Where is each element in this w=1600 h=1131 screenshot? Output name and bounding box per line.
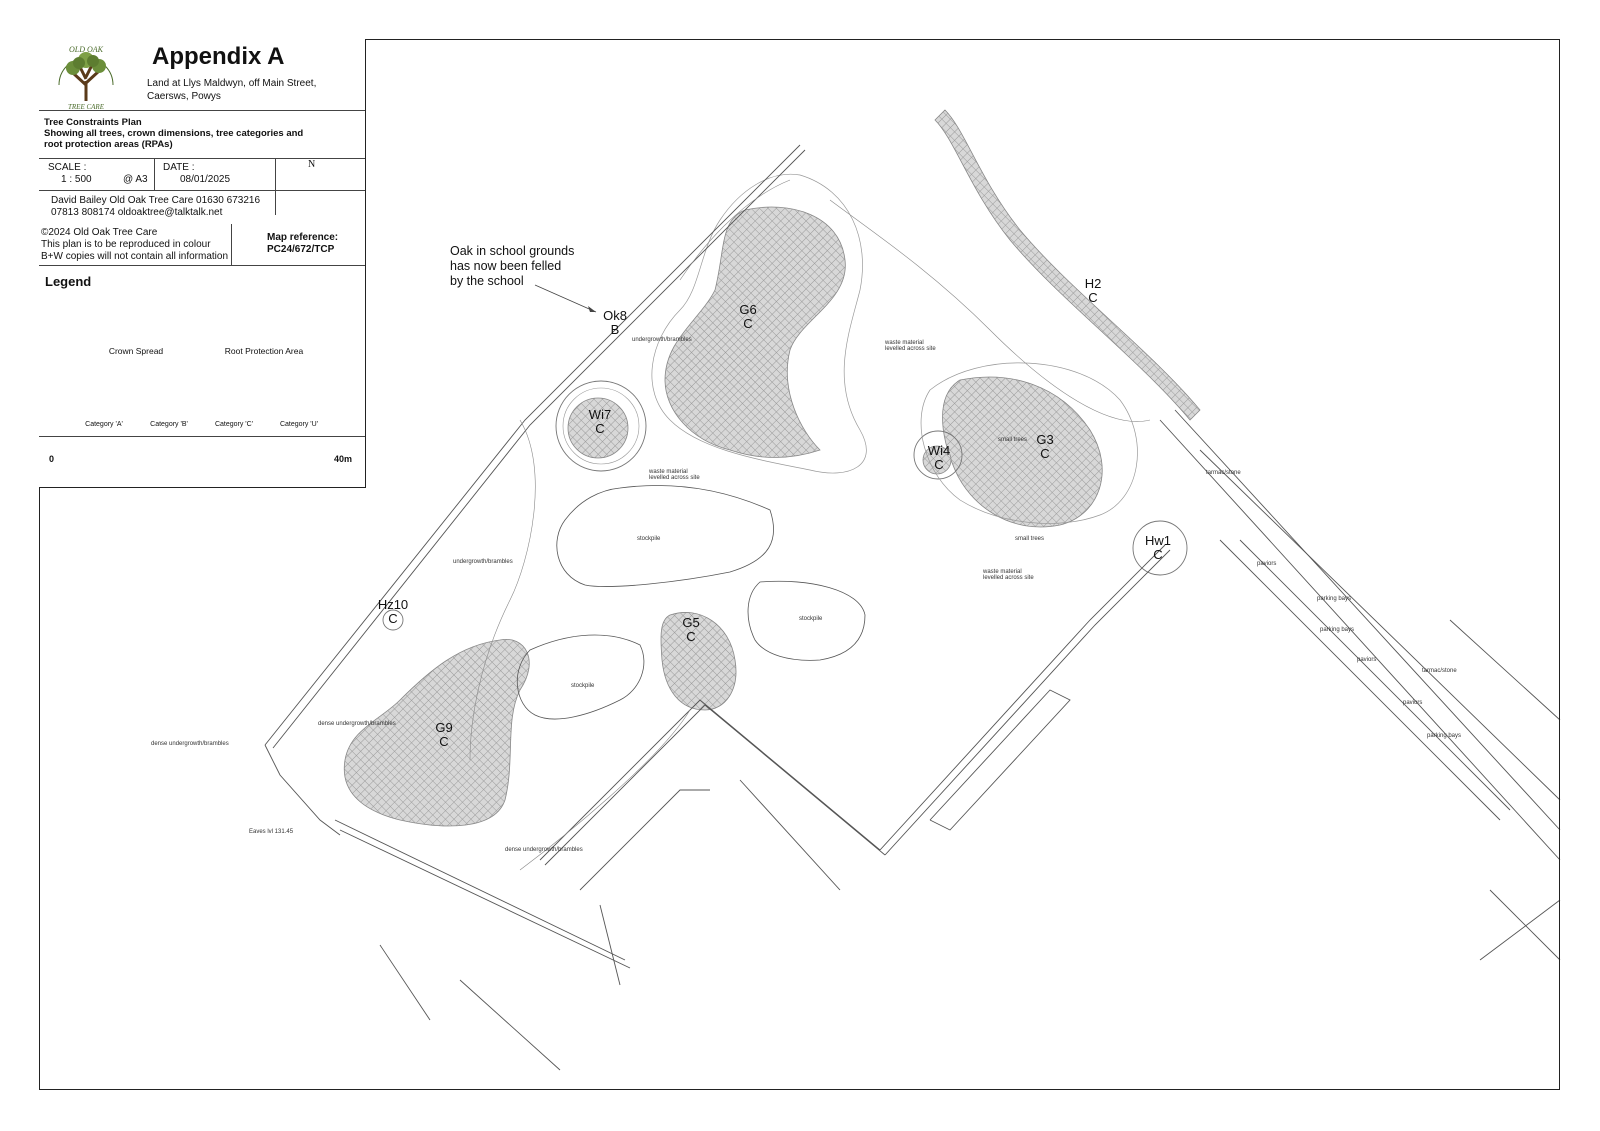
- tree-label-g5: G5 C: [682, 615, 700, 644]
- legend-cat-a-label: Category 'A': [85, 421, 123, 428]
- tree-label-g3: G3 C: [1036, 432, 1054, 461]
- note-tarmac-2: tarmac/stone: [1422, 668, 1457, 674]
- note-paviors-1: paviors: [1257, 561, 1277, 567]
- scale-end-label: 40m: [334, 454, 353, 464]
- tree-label-h2: H2 C: [1084, 276, 1102, 305]
- address-line-1: Land at Llys Maldwyn, off Main Street,: [147, 78, 317, 89]
- sheet-size: @ A3: [123, 174, 148, 185]
- note-undergrowth-2: undergrowth/brambles: [453, 559, 513, 565]
- note-line-2: has now been felled: [450, 259, 562, 273]
- plan-desc-line-2: Showing all trees, crown dimensions, tree categories and: [44, 128, 304, 139]
- note-stockpile-1: stockpile: [637, 536, 661, 542]
- plan-description-row: [39, 111, 365, 159]
- tree-label-hw1: Hw1 C: [1144, 533, 1171, 562]
- map-reference-value: PC24/672/TCP: [267, 244, 335, 255]
- address-line-2: Caersws, Powys: [147, 91, 221, 102]
- tree-label-g9: G9 C: [435, 720, 453, 749]
- note-eaves-1: Eaves lvl 131.45: [249, 829, 294, 835]
- note-paviors-2: paviors: [1357, 657, 1377, 663]
- note-waste-2: waste material: [983, 569, 1022, 575]
- note-levelled-2: levelled across site: [983, 575, 1034, 581]
- author-row: [39, 191, 275, 225]
- note-parking-2: parking bays: [1320, 627, 1355, 633]
- copyright-row: [39, 224, 365, 266]
- page-title: Appendix A: [152, 43, 285, 70]
- tree-label-g6: G6 C: [739, 302, 757, 331]
- note-levelled-1: levelled across site: [649, 475, 700, 481]
- note-dense-undergrowth-1: dense undergrowth/brambles: [151, 741, 229, 747]
- note-parking-3: parking bays: [1427, 733, 1462, 739]
- felled-oak-note: [450, 244, 574, 289]
- tree-label-wi7: Wi7 C: [588, 407, 612, 436]
- copyright-line-3: B+W copies will not contain all information: [41, 251, 229, 262]
- note-undergrowth-1: undergrowth/brambles: [632, 337, 692, 343]
- plan-desc-line-1: Tree Constraints Plan: [44, 117, 142, 128]
- legend-cat-b-label: Category 'B': [150, 421, 188, 428]
- note-stockpile-3: stockpile: [799, 616, 823, 622]
- tree-label-ok8: Ok8 B: [603, 308, 627, 337]
- note-small-trees-1: small trees: [998, 437, 1028, 443]
- legend-title: Legend: [45, 274, 92, 289]
- svg-text:OLD OAK: OLD OAK: [68, 45, 104, 54]
- copyright-line-1: ©2024 Old Oak Tree Care: [41, 227, 158, 238]
- note-stockpile-2: stockpile: [571, 683, 595, 689]
- note-parking-1: parking bays: [1317, 596, 1352, 602]
- scale-value: 1 : 500: [61, 174, 92, 185]
- title-block: [39, 39, 366, 488]
- note-dense-undergrowth-2: dense undergrowth/brambles: [318, 721, 396, 727]
- svg-text:TREE CARE: TREE CARE: [68, 103, 104, 111]
- legend-cat-c-label: Category 'C': [214, 421, 254, 428]
- map-reference-label: Map reference:: [267, 232, 339, 243]
- title-row: [39, 39, 365, 111]
- tree-label-hz10: Hz10 C: [377, 597, 409, 626]
- north-label: N: [308, 159, 316, 170]
- legend-cat-u-label: Category 'U': [279, 421, 319, 428]
- scale-start-label: 0: [49, 454, 55, 464]
- note-small-trees-2: small trees: [1015, 536, 1045, 542]
- note-tarmac-1: tarmac/stone: [1206, 470, 1241, 476]
- note-paviors-3: paviors: [1403, 700, 1423, 706]
- plan-desc-line-3: root protection areas (RPAs): [44, 139, 173, 150]
- note-line-3: by the school: [450, 274, 524, 288]
- note-levelled-3: levelled across site: [885, 346, 936, 352]
- author-line-2: 07813 808174 oldoaktree@talktalk.net: [51, 207, 223, 218]
- date-label: DATE :: [163, 162, 195, 173]
- scale-date-row: [39, 159, 365, 191]
- old-oak-logo: [49, 43, 123, 111]
- site-address: [147, 77, 357, 103]
- scale-label: SCALE :: [48, 162, 87, 173]
- date-value: 08/01/2025: [180, 174, 231, 185]
- legend-rpa-label: Root Protection Area: [224, 346, 304, 356]
- note-waste-3: waste material: [885, 340, 924, 346]
- legend-crown-label: Crown Spread: [108, 346, 164, 356]
- copyright-line-2: This plan is to be reproduced in colour: [41, 239, 211, 250]
- author-line-1: David Bailey Old Oak Tree Care 01630 673216: [51, 195, 261, 206]
- tree-label-wi4: Wi4 C: [927, 443, 951, 472]
- note-waste-1: waste material: [649, 469, 688, 475]
- note-line-1: Oak in school grounds: [450, 244, 575, 258]
- note-dense-undergrowth-3: dense undergrowth/brambles: [505, 847, 583, 853]
